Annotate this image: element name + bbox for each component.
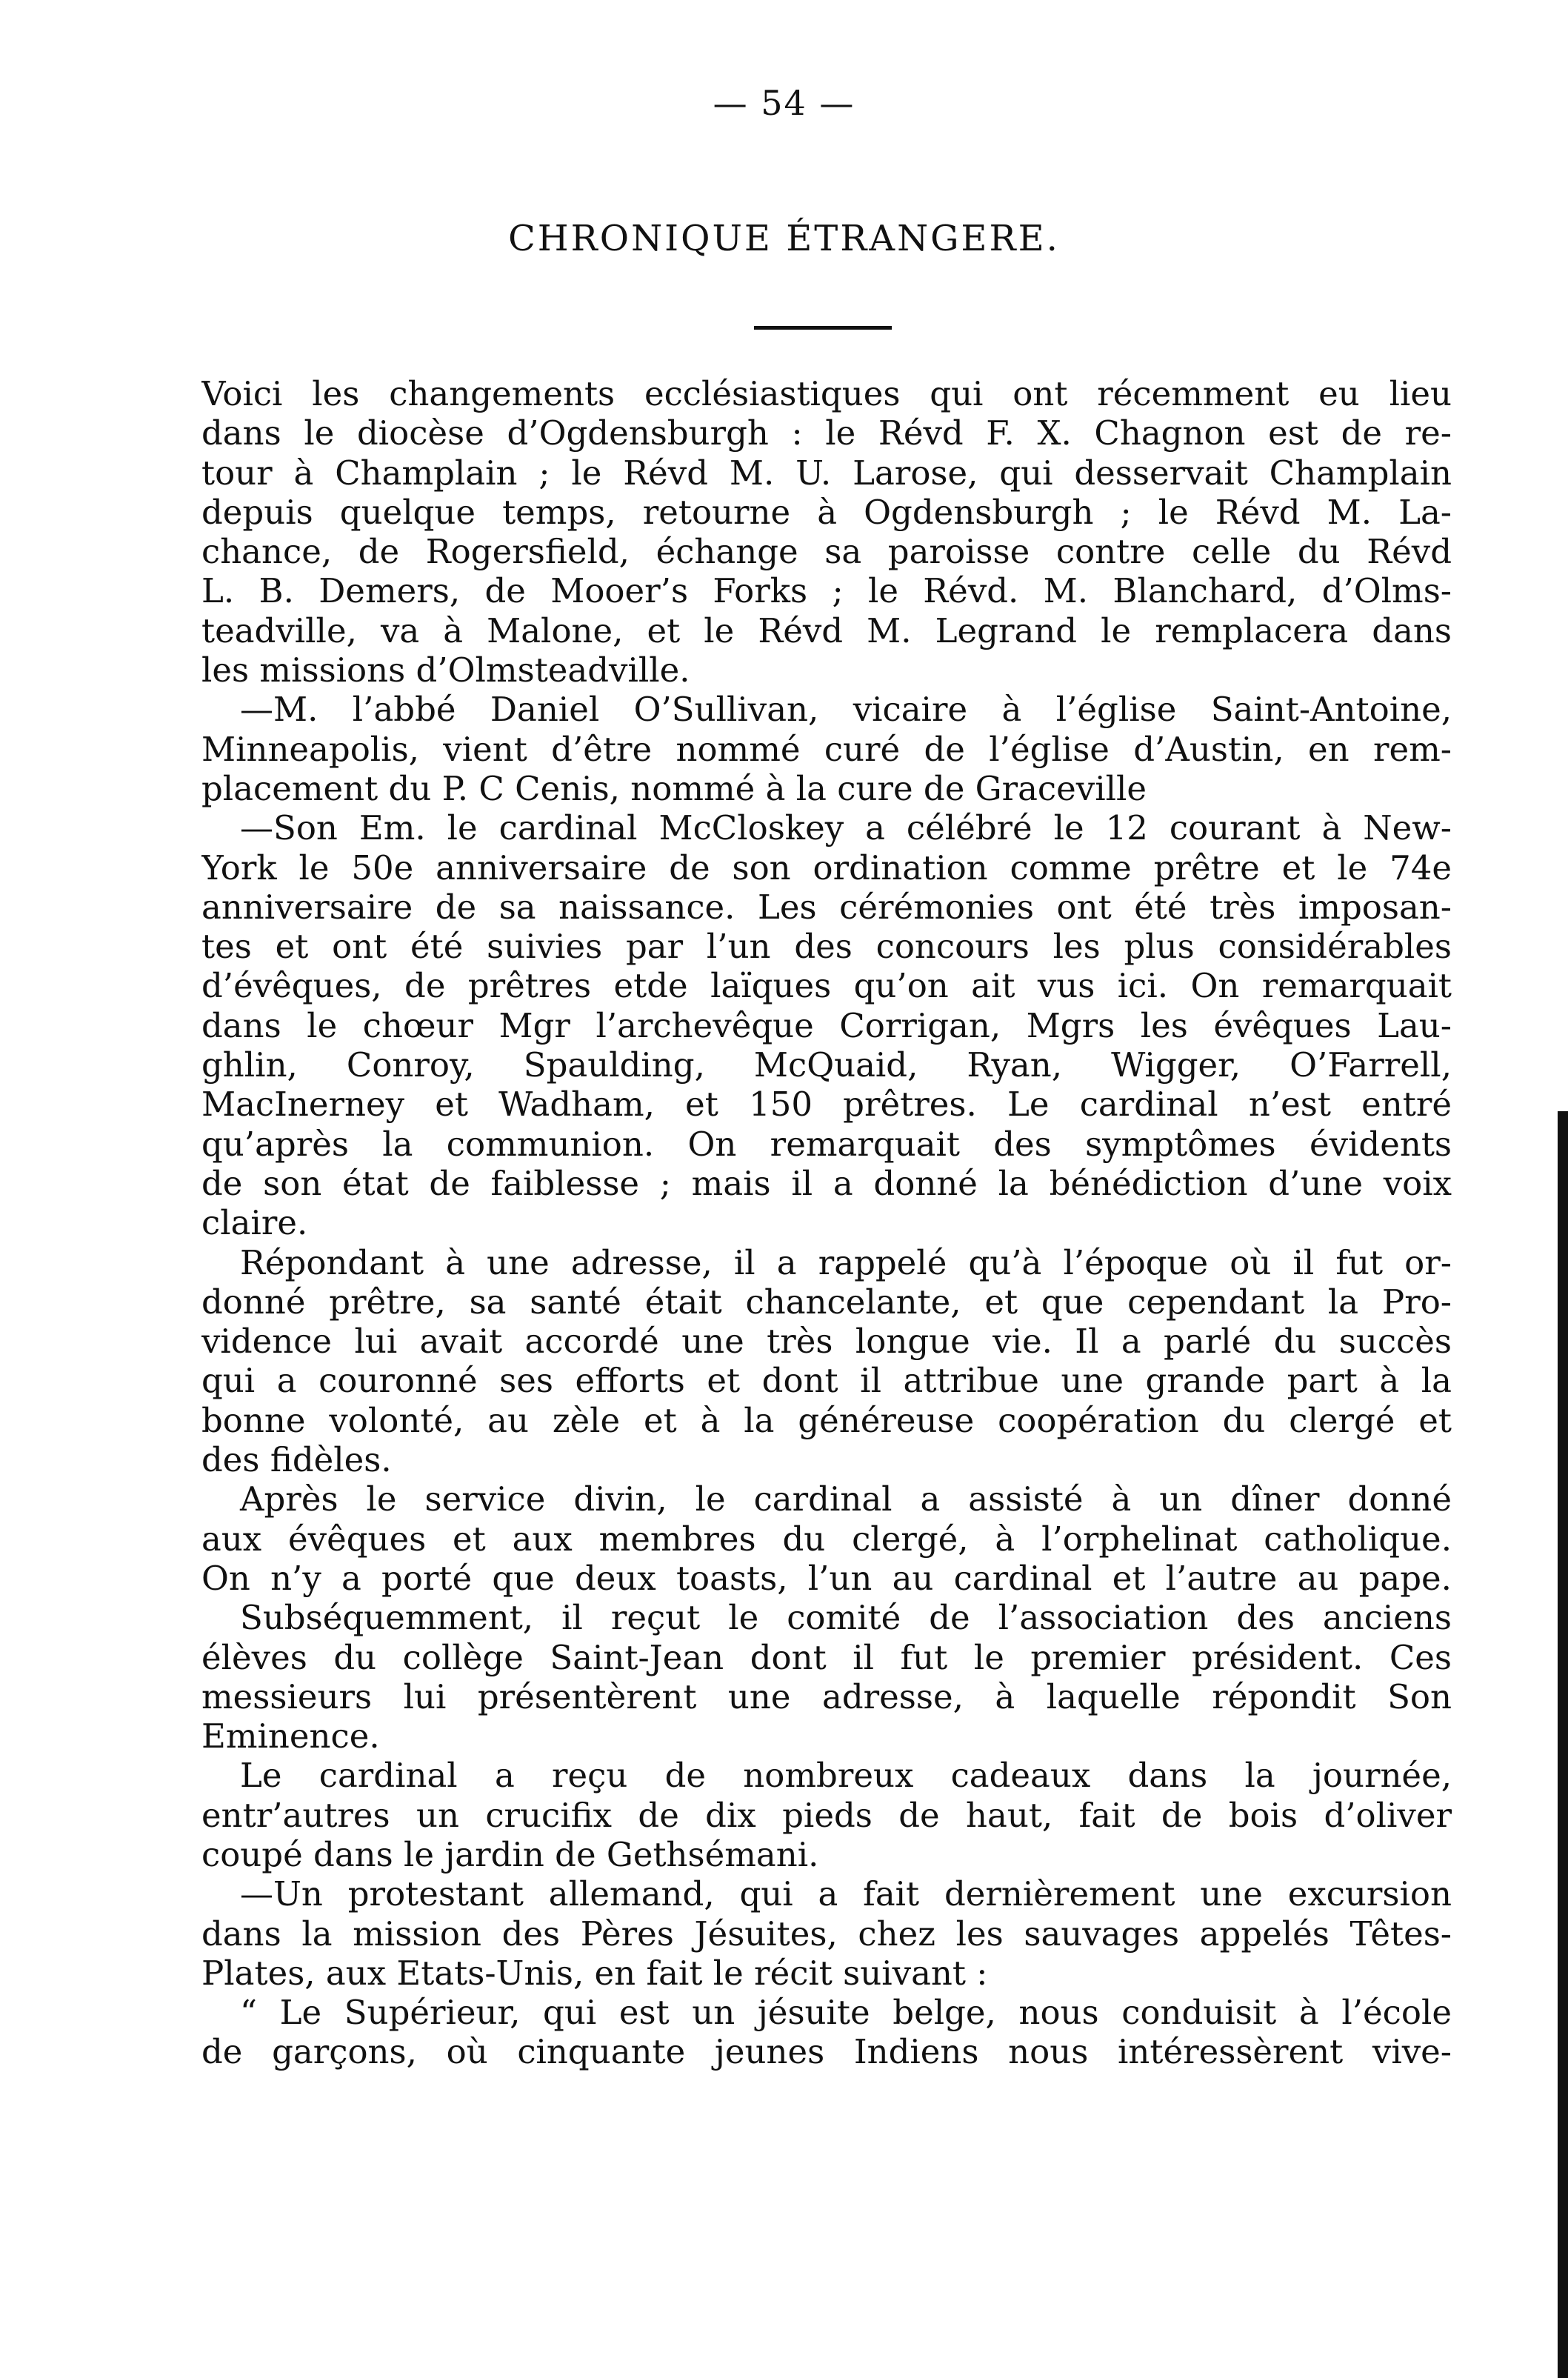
text-line: messieurs lui présentèrent une adresse, à laquelle répondit Son: [201, 1676, 1452, 1716]
text-line: bonne volonté, au zèle et à la généreuse coopération du clergé et: [201, 1400, 1452, 1440]
text-line: York le 50e anniversaire de son ordination comme prêtre et le 74e: [201, 847, 1452, 887]
text-line: dans la mission des Pères Jésuites, chez les sauvages appelés Têtes-: [201, 1914, 1452, 1954]
text-line: Le cardinal a reçu de nombreux cadeaux dans la journée,: [240, 1756, 1452, 1796]
text-line: —M. l’abbé Daniel O’Sullivan, vicaire à l’église Saint-Antoine,: [240, 690, 1452, 730]
text-line: —Son Em. le cardinal McCloskey a célébré le 12 courant à New-: [240, 808, 1452, 848]
text-line: Voici les changements ecclésiastiques qui ont récemment eu lieu: [201, 374, 1452, 413]
text-line: tour à Champlain ; le Révd M. U. Larose, qui desservait Champlain: [201, 453, 1452, 493]
text-line: aux évêques et aux membres du clergé, à l’orphelinat catholique.: [201, 1519, 1452, 1559]
text-line: Eminence.: [201, 1716, 380, 1756]
text-line: MacInerney et Wadham, et 150 prêtres. Le cardinal n’est entré: [201, 1085, 1452, 1125]
text-line: teadville, va à Malone, et le Révd M. Legrand le remplacera dans: [201, 610, 1452, 650]
text-line: d’évêques, de prêtres etde laïques qu’on ait vus ici. On remarquait: [201, 966, 1452, 1006]
page-number: — 54 —: [713, 83, 855, 123]
text-line: les missions d’Olmsteadville.: [201, 650, 690, 690]
article-body: [201, 374, 1452, 2072]
text-line: L. B. Demers, de Mooer’s Forks ; le Révd. M. Blanchard, d’Olms-: [201, 571, 1452, 611]
text-line: coupé dans le jardin de Gethsémani.: [201, 1834, 819, 1874]
text-line: vidence lui avait accordé une très longue vie. Il a parlé du succès: [201, 1322, 1452, 1362]
text-line: Plates, aux Etats-Unis, en fait le récit suivant :: [201, 1953, 988, 1993]
text-line: entr’autres un crucifix de dix pieds de haut, fait de bois d’oliver: [201, 1795, 1452, 1835]
text-line: anniversaire de sa naissance. Les cérémonies ont été très imposan-: [201, 887, 1452, 927]
text-line: placement du P. C Cenis, nommé à la cure de Graceville: [201, 768, 1147, 808]
text-line: depuis quelque temps, retourne à Ogdensburgh ; le Révd M. La-: [201, 492, 1452, 532]
text-line: tes et ont été suivies par l’un des concours les plus considérables: [201, 927, 1452, 967]
text-line: On n’y a porté que deux toasts, l’un au cardinal et l’autre au pape.: [201, 1558, 1452, 1598]
text-line: ghlin, Conroy, Spaulding, McQuaid, Ryan, Wigger, O’Farrell,: [201, 1045, 1452, 1085]
text-line: donné prêtre, sa santé était chancelante, et que cependant la Pro-: [201, 1282, 1452, 1322]
text-line: Minneapolis, vient d’être nommé curé de l’église d’Austin, en rem-: [201, 729, 1452, 769]
heading-rule: [754, 326, 892, 330]
text-line: de garçons, où cinquante jeunes Indiens nous intéressèrent vive-: [201, 2032, 1452, 2072]
text-line: Répondant à une adresse, il a rappelé qu’à l’époque où il fut or-: [240, 1242, 1452, 1282]
text-line: élèves du collège Saint-Jean dont il fut le premier président. Ces: [201, 1637, 1452, 1677]
page-edge-shadow: [1558, 1111, 1568, 2378]
text-line: dans le chœur Mgr l’archevêque Corrigan, Mgrs les évêques Lau-: [201, 1005, 1452, 1045]
section-heading: CHRONIQUE ÉTRANGERE.: [508, 218, 1060, 259]
text-line: de son état de faiblesse ; mais il a donné la bénédiction d’une voix: [201, 1163, 1452, 1203]
text-line: —Un protestant allemand, qui a fait dernièrement une excursion: [240, 1874, 1452, 1914]
text-line: claire.: [201, 1203, 308, 1243]
text-line: chance, de Rogersfield, échange sa paroisse contre celle du Révd: [201, 532, 1452, 572]
text-line: qui a couronné ses efforts et dont il attribue une grande part à la: [201, 1361, 1452, 1401]
text-line: qu’après la communion. On remarquait des symptômes évidents: [201, 1124, 1452, 1164]
text-line: des fidèles.: [201, 1440, 392, 1480]
text-line: Après le service divin, le cardinal a assisté à un dîner donné: [240, 1479, 1452, 1519]
text-line: “ Le Supérieur, qui est un jésuite belge, nous conduisit à l’école: [240, 1993, 1452, 2033]
text-line: Subséquemment, il reçut le comité de l’association des anciens: [240, 1598, 1452, 1638]
text-line: dans le diocèse d’Ogdensburgh : le Révd F. X. Chagnon est de re-: [201, 413, 1452, 453]
